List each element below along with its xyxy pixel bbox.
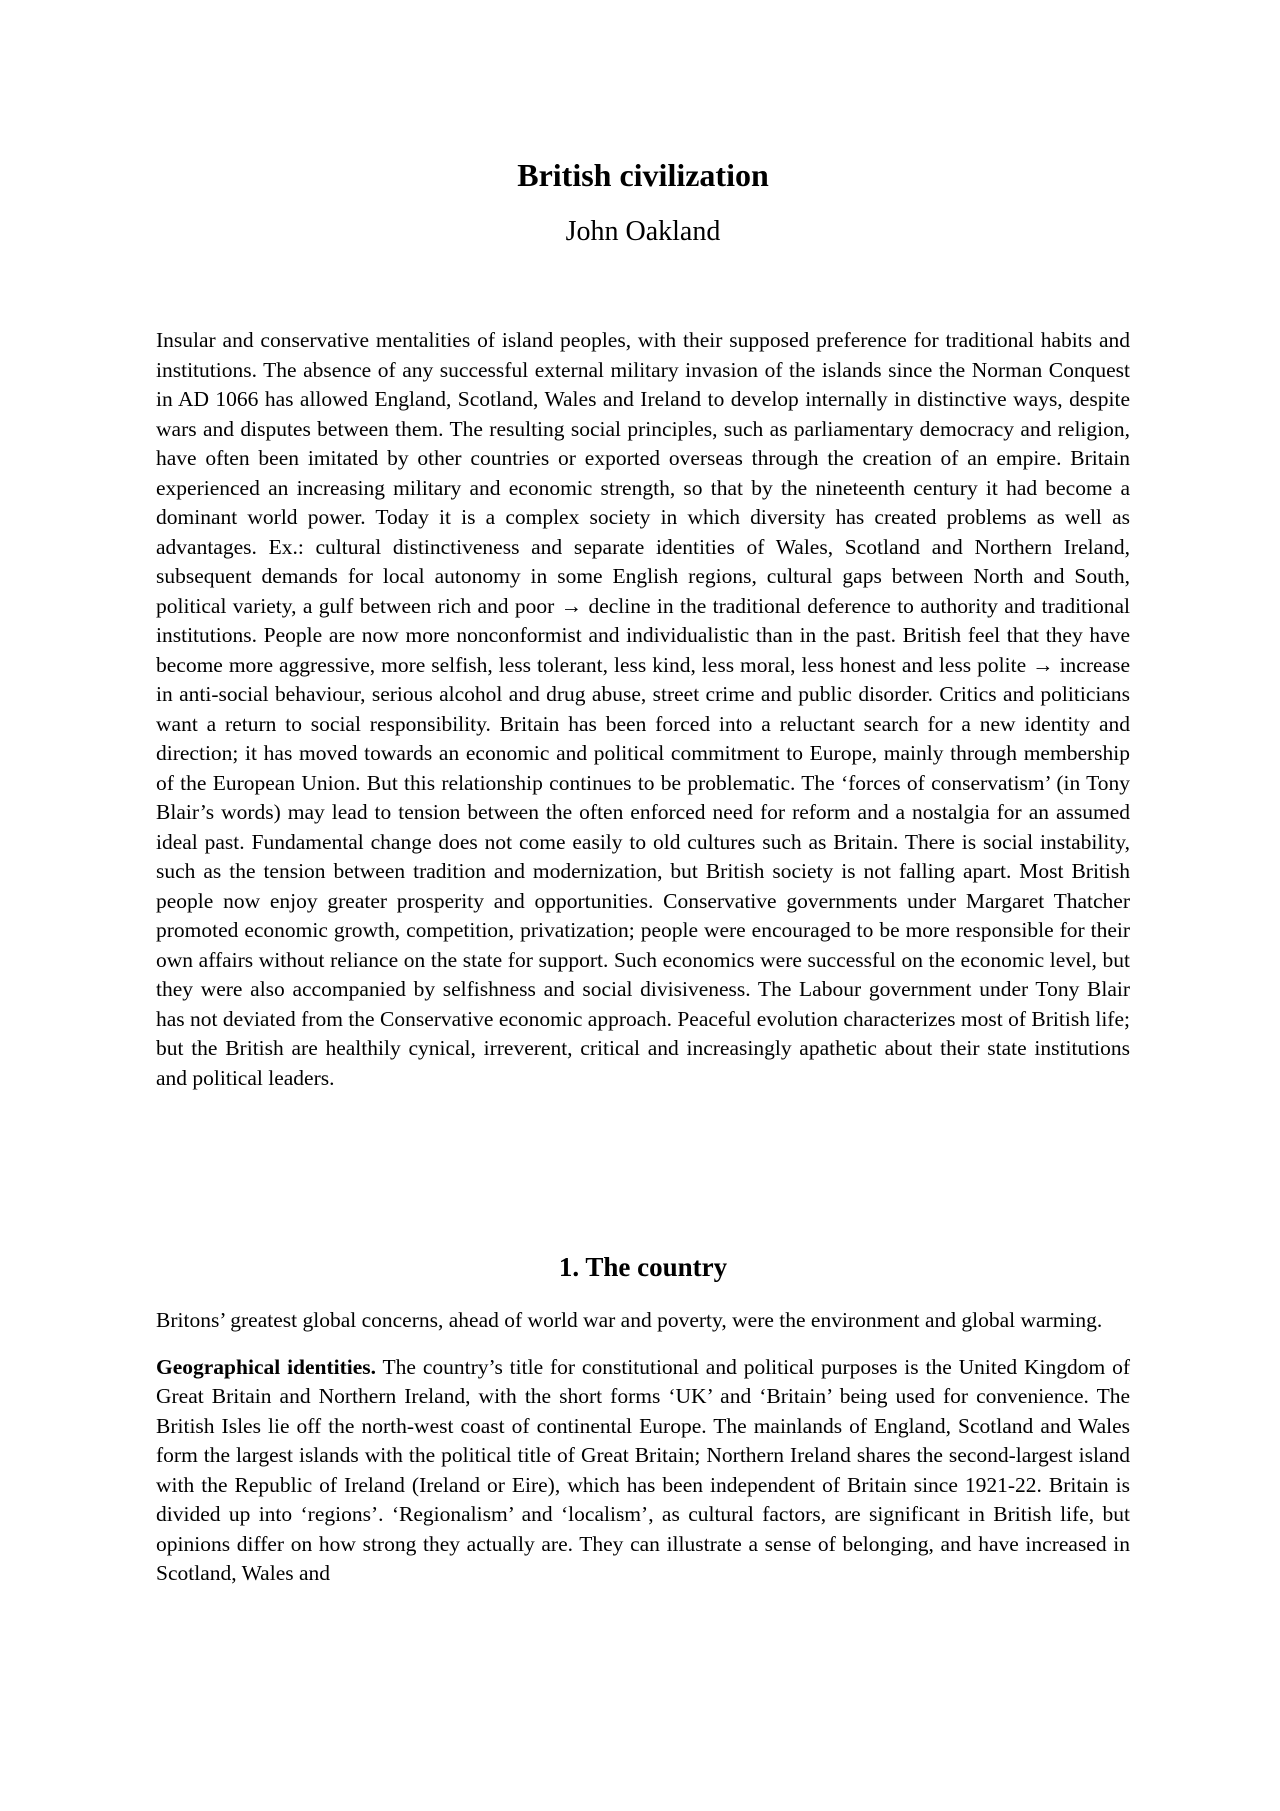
paragraph-lead: Geographical identities. [156, 1354, 377, 1379]
geographical-identities-paragraph [156, 1353, 1130, 1589]
document-title: British civilization [517, 157, 769, 193]
abstract-paragraph: Insular and conservative mentalities of island peoples, with their supposed preference for traditional habits and institutions. The absence of any successful external military invasion of the islands since the Norman Conquest in AD 1066 has allowed England, Scotland, Wales and Ireland to develop internally in distinctive ways, despite wars and disputes between them. The resulting social principles, such as parliamentary democracy and religion, have often been imitated by other countries or exported overseas through the creation of an empire. Britain experienced an increasing military and economic strength, so that by the nineteenth century it had become a dominant world power. Today it is a complex society in which diversity has created problems as well as advantages. Ex.: cultural distinctiveness and separate identities of Wales, Scotland and Northern Ireland, subsequent demands for local autonomy in some English regions, cultural gaps between North and South, political variety, a gulf between rich and poor → decline in the traditional deference to authority and traditional institutions. People are now more nonconformist and individualistic than in the past. British feel that they have become more aggressive, more selfish, less tolerant, less kind, less moral, less honest and less polite → increase in anti-social behaviour, serious alcohol and drug abuse, street crime and public disorder. Critics and politicians want a return to social responsibility. Britain has been forced into a reluctant search for a new identity and direction; it has moved towards an economic and political commitment to Europe, mainly through membership of the European Union. But this relationship continues to be problematic. The ‘forces of conservatism’ (in Tony Blair’s words) may lead to tension between the often enforced need for reform and a nostalgia for an assumed ideal past. Fundamental change does not come easily to old cultures such as Britain. There is social instability, such as the tension between tradition and modernization, but British society is not falling apart. Most British people now enjoy greater prosperity and opportunities. Conservative governments under Margaret Thatcher promoted economic growth, competition, privatization; people were encouraged to be more responsible for their own affairs without reliance on the state for support. Such economics were successful on the economic level, but they were also accompanied by selfishness and social divisiveness. The Labour government under Tony Blair has not deviated from the Conservative economic approach. Peaceful evolution characterizes most of British life; but the British are healthily cynical, irreverent, critical and increasingly apathetic about their state institutions and political leaders. [156, 328, 1130, 1090]
paragraph-text: The country’s title for constitutional and political purposes is the United Kingdom of Great Britain and Northern Ireland, with the short forms ‘UK’ and ‘Britain’ being used for convenience. The British Isles lie off the north-west coast of continental Europe. The mainlands of England, Scotland and Wales form the largest islands with the political title of Great Britain; Northern Ireland shares the second-largest island with the Republic of Ireland (Ireland or Eire), which has been independent of Britain since 1921-22. Britain is divided up into ‘regions’. ‘Regionalism’ and ‘localism’, as cultural factors, are significant in British life, but opinions differ on how strong they actually are. They can illustrate a sense of belonging, and have increased in Scotland, Wales and [156, 1354, 1130, 1585]
section-heading: 1. The country [558, 1252, 728, 1282]
document-author: John Oakland [565, 216, 721, 247]
section-body [156, 1306, 1130, 1606]
section-intro-paragraph: Britons’ greatest global concerns, ahead of world war and poverty, were the environment and global warming. [156, 1308, 1103, 1332]
